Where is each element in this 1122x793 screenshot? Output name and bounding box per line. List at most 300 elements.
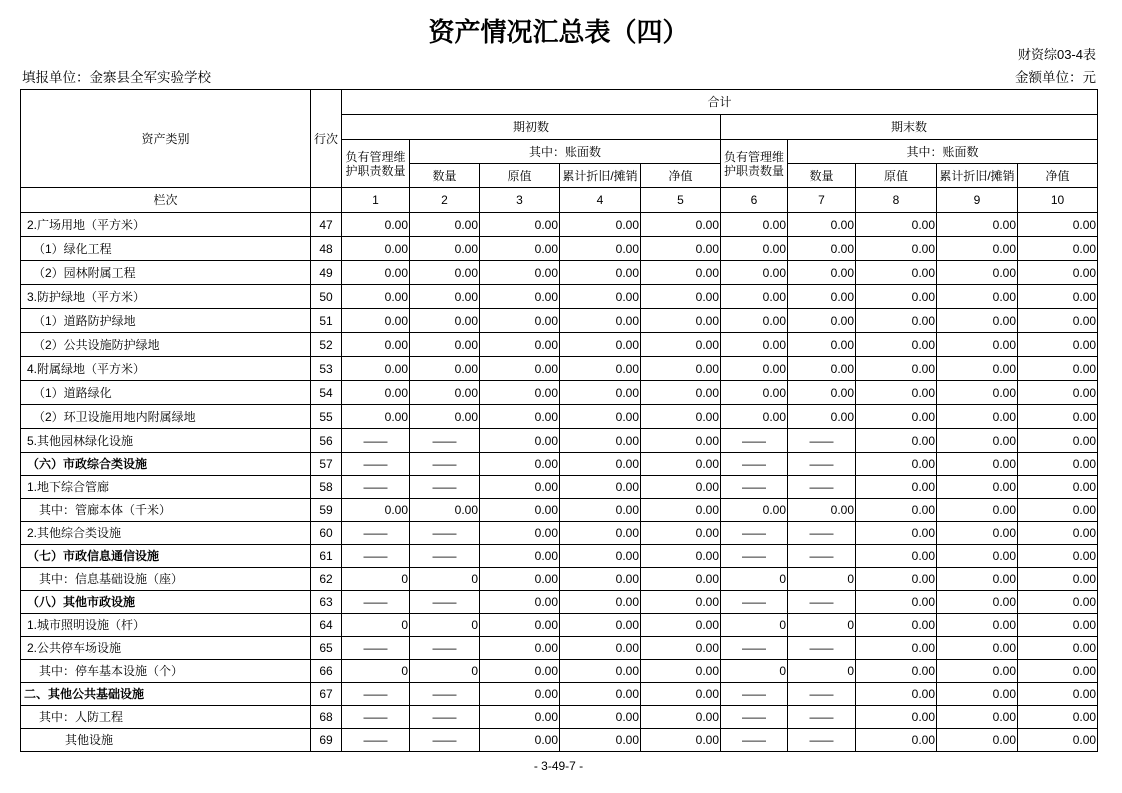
table-row (21, 429, 1098, 453)
opening-net-value-cell: 0.00 (641, 499, 721, 522)
header-opening-quantity: 数量 (410, 164, 480, 188)
closing-quantity-cell: —— (788, 429, 856, 453)
row-number: 57 (311, 453, 342, 476)
opening-quantity-cell: —— (410, 637, 480, 660)
opening-quantity-cell: —— (410, 476, 480, 499)
closing-net-value-cell: 0.00 (1018, 729, 1098, 752)
row-number: 49 (311, 261, 342, 285)
closing-accumulated-depreciation-cell: 0.00 (937, 213, 1018, 237)
opening-accumulated-depreciation-cell: 0.00 (560, 545, 641, 568)
opening-original-value-cell: 0.00 (480, 499, 560, 522)
opening-maintenance-qty-cell: —— (342, 453, 410, 476)
row-category: 2.公共停车场设施 (21, 637, 311, 660)
closing-original-value-cell: 0.00 (856, 729, 937, 752)
opening-maintenance-qty-cell: 0 (342, 614, 410, 637)
closing-accumulated-depreciation-cell: 0.00 (937, 660, 1018, 683)
opening-maintenance-qty-cell: —— (342, 522, 410, 545)
closing-original-value-cell: 0.00 (856, 213, 937, 237)
opening-accumulated-depreciation-cell: 0.00 (560, 261, 641, 285)
closing-quantity-cell: —— (788, 522, 856, 545)
row-number: 61 (311, 545, 342, 568)
header-column-index-blank (311, 188, 342, 213)
closing-quantity-cell: —— (788, 706, 856, 729)
closing-maintenance-qty-cell: —— (721, 637, 788, 660)
closing-original-value-cell: 0.00 (856, 522, 937, 545)
row-number: 63 (311, 591, 342, 614)
opening-quantity-cell: 0.00 (410, 405, 480, 429)
table-row (21, 405, 1098, 429)
row-category: 1.城市照明设施（杆） (21, 614, 311, 637)
opening-net-value-cell: 0.00 (641, 706, 721, 729)
closing-quantity-cell: —— (788, 729, 856, 752)
row-category: （七）市政信息通信设施 (21, 545, 311, 568)
closing-net-value-cell: 0.00 (1018, 706, 1098, 729)
opening-original-value-cell: 0.00 (480, 429, 560, 453)
closing-quantity-cell: 0 (788, 660, 856, 683)
opening-original-value-cell: 0.00 (480, 568, 560, 591)
closing-quantity-cell: 0.00 (788, 405, 856, 429)
closing-maintenance-qty-cell: 0 (721, 614, 788, 637)
opening-net-value-cell: 0.00 (641, 522, 721, 545)
closing-original-value-cell: 0.00 (856, 309, 937, 333)
opening-quantity-cell: 0.00 (410, 333, 480, 357)
closing-accumulated-depreciation-cell: 0.00 (937, 706, 1018, 729)
row-category: （1）道路防护绿地 (21, 309, 311, 333)
opening-maintenance-qty-cell: —— (342, 683, 410, 706)
row-category: 其中：管廊本体（千米） (21, 499, 311, 522)
row-number: 47 (311, 213, 342, 237)
opening-quantity-cell: 0.00 (410, 357, 480, 381)
opening-quantity-cell: —— (410, 429, 480, 453)
row-category: 5.其他园林绿化设施 (21, 429, 311, 453)
opening-original-value-cell: 0.00 (480, 213, 560, 237)
closing-net-value-cell: 0.00 (1018, 499, 1098, 522)
closing-net-value-cell: 0.00 (1018, 381, 1098, 405)
closing-original-value-cell: 0.00 (856, 333, 937, 357)
header-closing-maintenance-qty: 负有管理维护职责数量 (721, 140, 788, 188)
table-row (21, 637, 1098, 660)
opening-original-value-cell: 0.00 (480, 381, 560, 405)
row-number: 48 (311, 237, 342, 261)
column-number: 8 (856, 188, 937, 213)
opening-quantity-cell: —— (410, 591, 480, 614)
table-row (21, 213, 1098, 237)
closing-original-value-cell: 0.00 (856, 381, 937, 405)
opening-quantity-cell: 0.00 (410, 381, 480, 405)
column-number: 4 (560, 188, 641, 213)
opening-net-value-cell: 0.00 (641, 637, 721, 660)
opening-maintenance-qty-cell: 0.00 (342, 499, 410, 522)
closing-original-value-cell: 0.00 (856, 357, 937, 381)
asset-summary-table (20, 89, 1098, 752)
row-category: 3.防护绿地（平方米） (21, 285, 311, 309)
opening-maintenance-qty-cell: 0.00 (342, 213, 410, 237)
opening-net-value-cell: 0.00 (641, 453, 721, 476)
table-row (21, 309, 1098, 333)
column-number: 3 (480, 188, 560, 213)
opening-original-value-cell: 0.00 (480, 614, 560, 637)
closing-net-value-cell: 0.00 (1018, 453, 1098, 476)
closing-quantity-cell: 0 (788, 614, 856, 637)
closing-accumulated-depreciation-cell: 0.00 (937, 381, 1018, 405)
column-number: 5 (641, 188, 721, 213)
table-row (21, 357, 1098, 381)
closing-quantity-cell: 0.00 (788, 333, 856, 357)
table-row (21, 381, 1098, 405)
header-closing-accumulated-depreciation: 累计折旧/摊销 (937, 164, 1018, 188)
closing-original-value-cell: 0.00 (856, 285, 937, 309)
closing-accumulated-depreciation-cell: 0.00 (937, 522, 1018, 545)
closing-net-value-cell: 0.00 (1018, 285, 1098, 309)
opening-original-value-cell: 0.00 (480, 545, 560, 568)
row-number: 60 (311, 522, 342, 545)
row-category: （2）环卫设施用地内附属绿地 (21, 405, 311, 429)
closing-maintenance-qty-cell: 0 (721, 660, 788, 683)
closing-quantity-cell: 0.00 (788, 499, 856, 522)
opening-original-value-cell: 0.00 (480, 683, 560, 706)
table-row (21, 476, 1098, 499)
closing-original-value-cell: 0.00 (856, 614, 937, 637)
closing-quantity-cell: 0.00 (788, 213, 856, 237)
opening-net-value-cell: 0.00 (641, 660, 721, 683)
opening-maintenance-qty-cell: —— (342, 729, 410, 752)
opening-original-value-cell: 0.00 (480, 405, 560, 429)
opening-net-value-cell: 0.00 (641, 213, 721, 237)
opening-quantity-cell: 0.00 (410, 261, 480, 285)
header-closing: 期末数 (721, 115, 1098, 140)
opening-net-value-cell: 0.00 (641, 285, 721, 309)
header-closing-quantity: 数量 (788, 164, 856, 188)
closing-quantity-cell: 0.00 (788, 381, 856, 405)
opening-maintenance-qty-cell: —— (342, 591, 410, 614)
closing-maintenance-qty-cell: 0 (721, 568, 788, 591)
closing-net-value-cell: 0.00 (1018, 309, 1098, 333)
closing-maintenance-qty-cell: 0.00 (721, 381, 788, 405)
closing-accumulated-depreciation-cell: 0.00 (937, 683, 1018, 706)
closing-accumulated-depreciation-cell: 0.00 (937, 499, 1018, 522)
opening-maintenance-qty-cell: 0.00 (342, 333, 410, 357)
row-number: 59 (311, 499, 342, 522)
opening-original-value-cell: 0.00 (480, 357, 560, 381)
closing-maintenance-qty-cell: —— (721, 522, 788, 545)
table-row (21, 499, 1098, 522)
row-category: （1）道路绿化 (21, 381, 311, 405)
opening-maintenance-qty-cell: 0.00 (342, 405, 410, 429)
opening-maintenance-qty-cell: 0.00 (342, 357, 410, 381)
closing-accumulated-depreciation-cell: 0.00 (937, 545, 1018, 568)
opening-maintenance-qty-cell: —— (342, 429, 410, 453)
closing-maintenance-qty-cell: 0.00 (721, 309, 788, 333)
opening-accumulated-depreciation-cell: 0.00 (560, 213, 641, 237)
row-number: 68 (311, 706, 342, 729)
header-opening-maintenance-qty: 负有管理维护职责数量 (342, 140, 410, 188)
closing-maintenance-qty-cell: 0.00 (721, 237, 788, 261)
closing-maintenance-qty-cell: —— (721, 429, 788, 453)
column-number: 2 (410, 188, 480, 213)
closing-maintenance-qty-cell: —— (721, 683, 788, 706)
opening-maintenance-qty-cell: 0.00 (342, 381, 410, 405)
closing-accumulated-depreciation-cell: 0.00 (937, 309, 1018, 333)
header-asset-category: 资产类别 (21, 90, 311, 188)
closing-net-value-cell: 0.00 (1018, 261, 1098, 285)
row-number: 64 (311, 614, 342, 637)
closing-maintenance-qty-cell: —— (721, 476, 788, 499)
row-category: 4.附属绿地（平方米） (21, 357, 311, 381)
row-category: （2）公共设施防护绿地 (21, 333, 311, 357)
opening-quantity-cell: —— (410, 729, 480, 752)
closing-accumulated-depreciation-cell: 0.00 (937, 357, 1018, 381)
opening-original-value-cell: 0.00 (480, 729, 560, 752)
row-number: 62 (311, 568, 342, 591)
row-number: 54 (311, 381, 342, 405)
opening-net-value-cell: 0.00 (641, 568, 721, 591)
opening-quantity-cell: —— (410, 706, 480, 729)
closing-net-value-cell: 0.00 (1018, 213, 1098, 237)
closing-maintenance-qty-cell: 0.00 (721, 499, 788, 522)
closing-quantity-cell: —— (788, 545, 856, 568)
closing-accumulated-depreciation-cell: 0.00 (937, 591, 1018, 614)
opening-accumulated-depreciation-cell: 0.00 (560, 591, 641, 614)
reporting-unit: 填报单位：金寨县全军实验学校 (22, 70, 211, 85)
closing-maintenance-qty-cell: 0.00 (721, 333, 788, 357)
closing-maintenance-qty-cell: —— (721, 729, 788, 752)
closing-accumulated-depreciation-cell: 0.00 (937, 429, 1018, 453)
row-category: 1.地下综合管廊 (21, 476, 311, 499)
opening-quantity-cell: 0.00 (410, 213, 480, 237)
opening-accumulated-depreciation-cell: 0.00 (560, 453, 641, 476)
row-category: 其他设施 (21, 729, 311, 752)
form-code: 财资综03-4表 (1017, 47, 1096, 62)
opening-net-value-cell: 0.00 (641, 591, 721, 614)
opening-net-value-cell: 0.00 (641, 683, 721, 706)
closing-accumulated-depreciation-cell: 0.00 (937, 261, 1018, 285)
closing-net-value-cell: 0.00 (1018, 357, 1098, 381)
amount-unit: 金额单位：元 (1015, 70, 1096, 85)
closing-original-value-cell: 0.00 (856, 476, 937, 499)
closing-net-value-cell: 0.00 (1018, 333, 1098, 357)
table-row (21, 545, 1098, 568)
table-row (21, 660, 1098, 683)
opening-accumulated-depreciation-cell: 0.00 (560, 637, 641, 660)
opening-net-value-cell: 0.00 (641, 261, 721, 285)
row-number: 65 (311, 637, 342, 660)
closing-accumulated-depreciation-cell: 0.00 (937, 453, 1018, 476)
closing-maintenance-qty-cell: 0.00 (721, 213, 788, 237)
page-number: - 3-49-7 - (533, 759, 584, 773)
row-category: 2.广场用地（平方米） (21, 213, 311, 237)
opening-net-value-cell: 0.00 (641, 729, 721, 752)
closing-original-value-cell: 0.00 (856, 261, 937, 285)
closing-net-value-cell: 0.00 (1018, 660, 1098, 683)
closing-quantity-cell: 0.00 (788, 237, 856, 261)
header-opening-accumulated-depreciation: 累计折旧/摊销 (560, 164, 641, 188)
closing-accumulated-depreciation-cell: 0.00 (937, 237, 1018, 261)
opening-accumulated-depreciation-cell: 0.00 (560, 706, 641, 729)
closing-maintenance-qty-cell: 0.00 (721, 405, 788, 429)
closing-original-value-cell: 0.00 (856, 683, 937, 706)
table-header (21, 90, 1098, 213)
table-row (21, 706, 1098, 729)
table-row (21, 285, 1098, 309)
opening-accumulated-depreciation-cell: 0.00 (560, 568, 641, 591)
table-row (21, 453, 1098, 476)
opening-maintenance-qty-cell: —— (342, 637, 410, 660)
opening-maintenance-qty-cell: 0 (342, 568, 410, 591)
row-category: 其中：停车基本设施（个） (21, 660, 311, 683)
opening-maintenance-qty-cell: —— (342, 545, 410, 568)
table-row (21, 683, 1098, 706)
header-closing-net-value: 净值 (1018, 164, 1098, 188)
opening-accumulated-depreciation-cell: 0.00 (560, 729, 641, 752)
closing-maintenance-qty-cell: —— (721, 706, 788, 729)
opening-accumulated-depreciation-cell: 0.00 (560, 285, 641, 309)
table-row (21, 614, 1098, 637)
column-number: 6 (721, 188, 788, 213)
row-category: 其中：人防工程 (21, 706, 311, 729)
closing-maintenance-qty-cell: —— (721, 591, 788, 614)
opening-maintenance-qty-cell: 0.00 (342, 285, 410, 309)
closing-original-value-cell: 0.00 (856, 499, 937, 522)
opening-original-value-cell: 0.00 (480, 522, 560, 545)
opening-net-value-cell: 0.00 (641, 309, 721, 333)
header-opening: 期初数 (342, 115, 721, 140)
opening-net-value-cell: 0.00 (641, 333, 721, 357)
table-row (21, 591, 1098, 614)
opening-maintenance-qty-cell: 0 (342, 660, 410, 683)
opening-original-value-cell: 0.00 (480, 476, 560, 499)
opening-original-value-cell: 0.00 (480, 285, 560, 309)
table-row (21, 568, 1098, 591)
row-number: 55 (311, 405, 342, 429)
column-number: 10 (1018, 188, 1098, 213)
header-closing-original-value: 原值 (856, 164, 937, 188)
closing-quantity-cell: 0.00 (788, 357, 856, 381)
closing-net-value-cell: 0.00 (1018, 522, 1098, 545)
opening-original-value-cell: 0.00 (480, 309, 560, 333)
row-number: 58 (311, 476, 342, 499)
opening-net-value-cell: 0.00 (641, 405, 721, 429)
opening-quantity-cell: 0 (410, 660, 480, 683)
closing-net-value-cell: 0.00 (1018, 429, 1098, 453)
opening-accumulated-depreciation-cell: 0.00 (560, 357, 641, 381)
table-row (21, 522, 1098, 545)
opening-original-value-cell: 0.00 (480, 706, 560, 729)
opening-accumulated-depreciation-cell: 0.00 (560, 333, 641, 357)
row-category: （2）园林附属工程 (21, 261, 311, 285)
closing-quantity-cell: 0.00 (788, 285, 856, 309)
closing-accumulated-depreciation-cell: 0.00 (937, 568, 1018, 591)
closing-original-value-cell: 0.00 (856, 706, 937, 729)
closing-quantity-cell: —— (788, 476, 856, 499)
row-category: （1）绿化工程 (21, 237, 311, 261)
row-number: 52 (311, 333, 342, 357)
closing-net-value-cell: 0.00 (1018, 637, 1098, 660)
opening-quantity-cell: 0.00 (410, 237, 480, 261)
row-number: 56 (311, 429, 342, 453)
row-category: （六）市政综合类设施 (21, 453, 311, 476)
closing-quantity-cell: 0.00 (788, 309, 856, 333)
opening-net-value-cell: 0.00 (641, 614, 721, 637)
table-row (21, 261, 1098, 285)
closing-quantity-cell: 0 (788, 568, 856, 591)
table-row (21, 333, 1098, 357)
opening-quantity-cell: 0.00 (410, 285, 480, 309)
closing-accumulated-depreciation-cell: 0.00 (937, 729, 1018, 752)
opening-accumulated-depreciation-cell: 0.00 (560, 381, 641, 405)
closing-original-value-cell: 0.00 (856, 637, 937, 660)
closing-original-value-cell: 0.00 (856, 545, 937, 568)
opening-net-value-cell: 0.00 (641, 545, 721, 568)
row-number: 69 (311, 729, 342, 752)
opening-accumulated-depreciation-cell: 0.00 (560, 309, 641, 333)
closing-quantity-cell: —— (788, 683, 856, 706)
opening-accumulated-depreciation-cell: 0.00 (560, 522, 641, 545)
closing-maintenance-qty-cell: 0.00 (721, 261, 788, 285)
closing-maintenance-qty-cell: —— (721, 453, 788, 476)
opening-quantity-cell: 0.00 (410, 499, 480, 522)
opening-accumulated-depreciation-cell: 0.00 (560, 405, 641, 429)
row-category: （八）其他市政设施 (21, 591, 311, 614)
opening-maintenance-qty-cell: —— (342, 706, 410, 729)
closing-net-value-cell: 0.00 (1018, 476, 1098, 499)
opening-accumulated-depreciation-cell: 0.00 (560, 429, 641, 453)
closing-original-value-cell: 0.00 (856, 568, 937, 591)
table-row (21, 729, 1098, 752)
opening-accumulated-depreciation-cell: 0.00 (560, 660, 641, 683)
opening-accumulated-depreciation-cell: 0.00 (560, 476, 641, 499)
closing-maintenance-qty-cell: 0.00 (721, 285, 788, 309)
row-number: 53 (311, 357, 342, 381)
closing-original-value-cell: 0.00 (856, 591, 937, 614)
closing-net-value-cell: 0.00 (1018, 591, 1098, 614)
closing-net-value-cell: 0.00 (1018, 614, 1098, 637)
row-number: 67 (311, 683, 342, 706)
opening-quantity-cell: —— (410, 683, 480, 706)
opening-quantity-cell: 0.00 (410, 309, 480, 333)
closing-accumulated-depreciation-cell: 0.00 (937, 333, 1018, 357)
opening-quantity-cell: —— (410, 453, 480, 476)
closing-maintenance-qty-cell: 0.00 (721, 357, 788, 381)
opening-original-value-cell: 0.00 (480, 237, 560, 261)
opening-net-value-cell: 0.00 (641, 381, 721, 405)
row-category: 二、其他公共基础设施 (21, 683, 311, 706)
closing-net-value-cell: 0.00 (1018, 545, 1098, 568)
opening-maintenance-qty-cell: 0.00 (342, 309, 410, 333)
opening-maintenance-qty-cell: 0.00 (342, 261, 410, 285)
closing-accumulated-depreciation-cell: 0.00 (937, 285, 1018, 309)
header-opening-original-value: 原值 (480, 164, 560, 188)
table-body (21, 213, 1098, 752)
header-row-number: 行次 (311, 90, 342, 188)
opening-original-value-cell: 0.00 (480, 591, 560, 614)
closing-original-value-cell: 0.00 (856, 453, 937, 476)
opening-original-value-cell: 0.00 (480, 637, 560, 660)
closing-quantity-cell: —— (788, 637, 856, 660)
closing-quantity-cell: 0.00 (788, 261, 856, 285)
closing-accumulated-depreciation-cell: 0.00 (937, 476, 1018, 499)
row-number: 50 (311, 285, 342, 309)
opening-accumulated-depreciation-cell: 0.00 (560, 683, 641, 706)
header-opening-book-values: 其中：账面数 (410, 140, 721, 164)
closing-original-value-cell: 0.00 (856, 405, 937, 429)
row-number: 51 (311, 309, 342, 333)
closing-quantity-cell: —— (788, 453, 856, 476)
opening-accumulated-depreciation-cell: 0.00 (560, 499, 641, 522)
column-index-row (21, 188, 1098, 213)
header-column-index-label: 栏次 (21, 188, 311, 213)
closing-original-value-cell: 0.00 (856, 660, 937, 683)
closing-original-value-cell: 0.00 (856, 237, 937, 261)
